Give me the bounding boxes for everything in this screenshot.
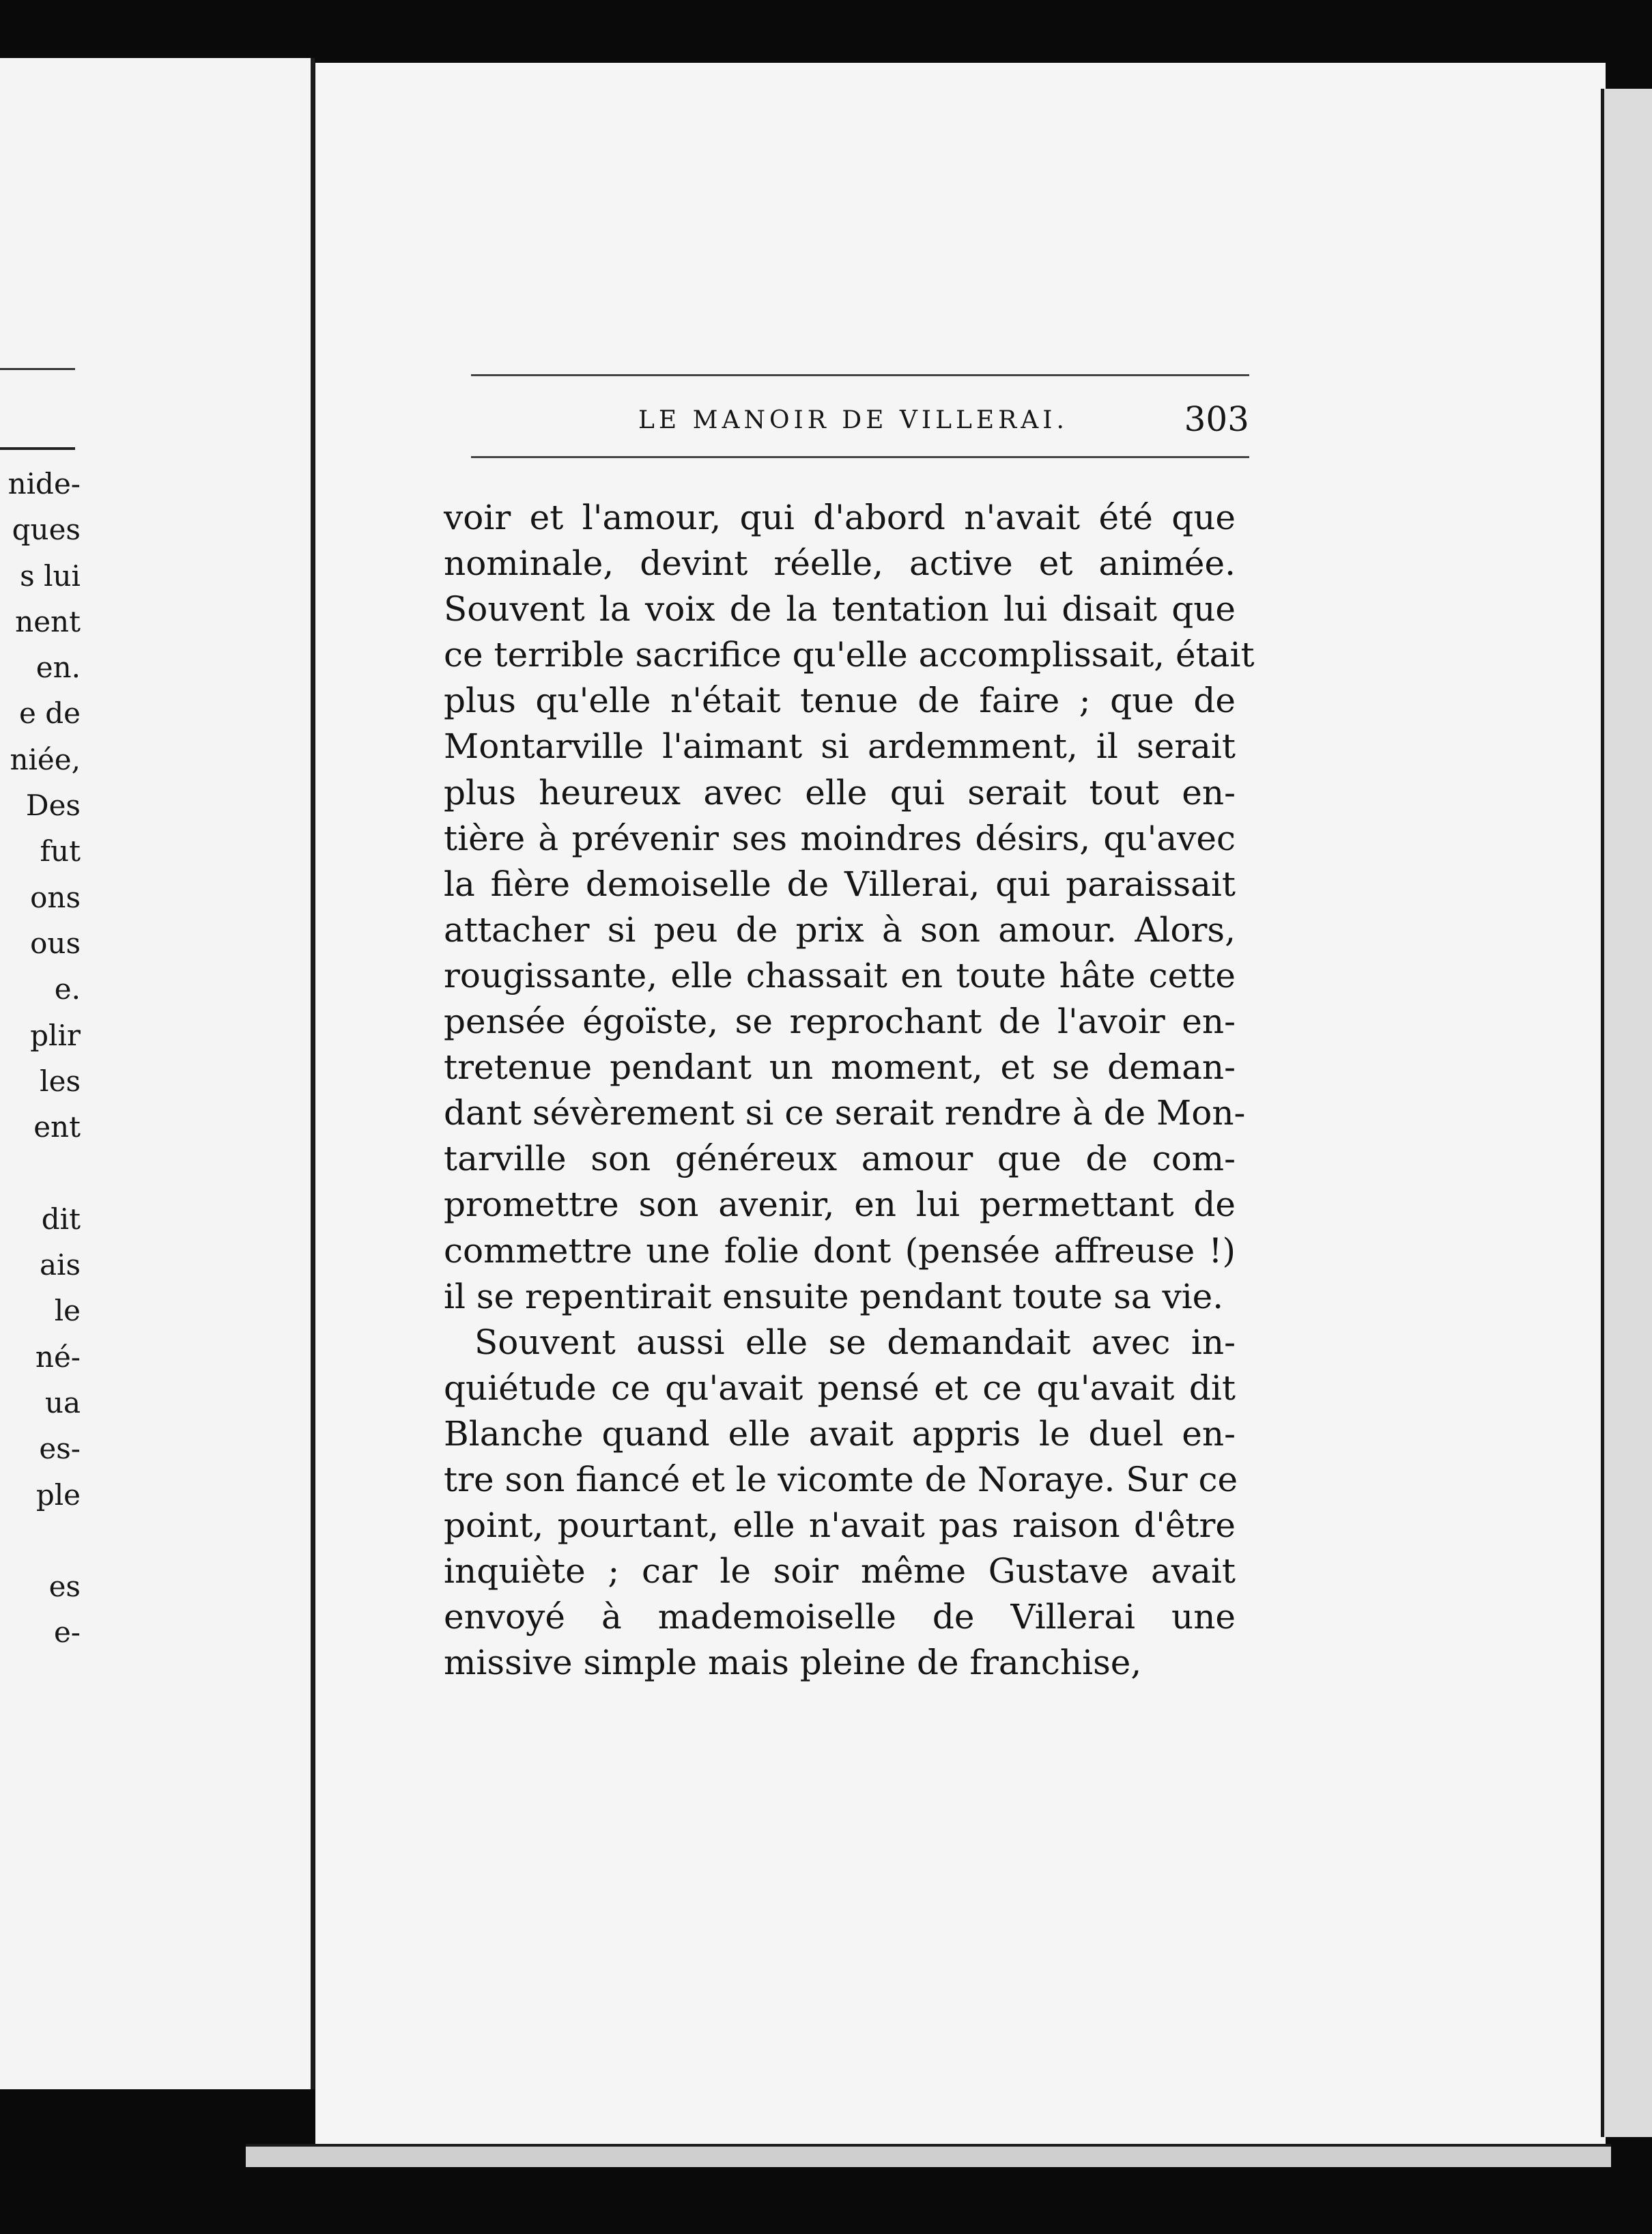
left-text-fragment: e- [53,1615,81,1650]
left-text-fragment: Des [25,789,81,823]
left-text-fragment: ua [44,1385,81,1419]
text-line: la fière demoiselle de Villerai, qui paraissait [444,864,1236,904]
text-line: Souvent aussi elle se demandait avec in- [474,1322,1236,1362]
header-rule-top [471,374,1249,376]
text-line: tière à prévenir ses moindres désirs, qu'avec [444,818,1236,858]
text-line: plus qu'elle n'était tenue de faire ; que de [444,681,1236,721]
text-line: dant sévèrement si ce serait rendre à de Mon- [444,1093,1246,1133]
left-text-fragment: ous [30,926,81,960]
text-line: pensée égoïste, se reprochant de l'avoir en- [444,1002,1236,1042]
page-number: 303 [1184,399,1249,439]
text-line: rougissante, elle chassait en toute hâte cette [444,955,1236,995]
left-text-fragment: ple [35,1477,81,1512]
left-text-fragment: nide- [8,467,81,500]
left-text-fragment: s lui [20,558,81,593]
text-line: missive simple mais pleine de franchise, [444,1643,1142,1683]
text-line: inquiète ; car le soir même Gustave avait [444,1551,1236,1592]
left-text-fragment: fut [40,834,81,868]
text-line: nominale, devint réelle, active et animée. [444,543,1236,584]
left-text-fragment: nent [15,604,81,638]
left-text-fragment [0,1150,81,1196]
left-header-rule-bottom [0,447,75,450]
left-text-fragment: es- [39,1432,81,1466]
text-line: promettre son avenir, en lui permettant de [444,1185,1236,1225]
left-text-fragment: ent [33,1110,81,1144]
left-text-fragment: dit [41,1202,81,1236]
left-text-fragment: niée, [10,742,81,776]
text-line: il se repentirait ensuite pendant toute sa vie. [444,1276,1224,1316]
left-text-fragment: le [54,1294,81,1328]
left-text-fragment: les [40,1064,81,1098]
text-line: Blanche quand elle avait appris le duel en- [444,1413,1236,1454]
header-rule-bottom [471,456,1249,458]
page-edge-stack [1601,89,1652,2137]
left-text-fragment: plir [30,1018,81,1052]
text-line: attacher si peu de prix à son amour. Alors, [444,909,1236,950]
left-header-rule-top [0,368,75,370]
left-text-fragment: e de [19,696,81,731]
body-text [444,495,1255,1686]
text-line: quiétude ce qu'avait pensé et ce qu'avait dit [444,1368,1236,1408]
text-line: envoyé à mademoiselle de Villerai une [444,1597,1236,1637]
text-line: tretenue pendant un moment, et se deman- [444,1047,1236,1088]
text-line: plus heureux avec elle qui serait tout en- [444,772,1236,812]
text-line: ce terrible sacrifice qu'elle accomplissait, était [444,635,1255,675]
running-head [471,399,1249,447]
page-bottom-edge [246,2144,1611,2167]
left-text-fragment: es [48,1570,81,1604]
left-text-fragment: ais [39,1248,81,1282]
text-line: commettre une folie dont (pensée affreuse !) [444,1230,1236,1271]
text-line: voir et l'amour, qui d'abord n'avait été que [444,498,1236,537]
left-page [0,58,315,2089]
left-text-fragment: e. [54,972,81,1006]
left-text-fragment: ques [12,513,81,547]
left-text-fragment: ons [30,880,81,914]
text-line: Souvent la voix de la tentation lui disait que [444,589,1236,630]
text-line: point, pourtant, elle n'avait pas raison d'être [444,1505,1236,1546]
left-text-fragment: né- [35,1340,81,1374]
left-page-text-fragments [0,461,81,1656]
text-line: tarville son généreux amour que de com- [444,1139,1236,1179]
left-text-fragment [0,1518,81,1564]
text-line: tre son fiancé et le vicomte de Noraye. Sur ce [444,1459,1238,1499]
text-line: Montarville l'aimant si ardemment, il serait [444,726,1236,767]
left-text-fragment: en. [35,651,81,685]
running-title: LE MANOIR DE VILLERAI. [638,406,1068,434]
